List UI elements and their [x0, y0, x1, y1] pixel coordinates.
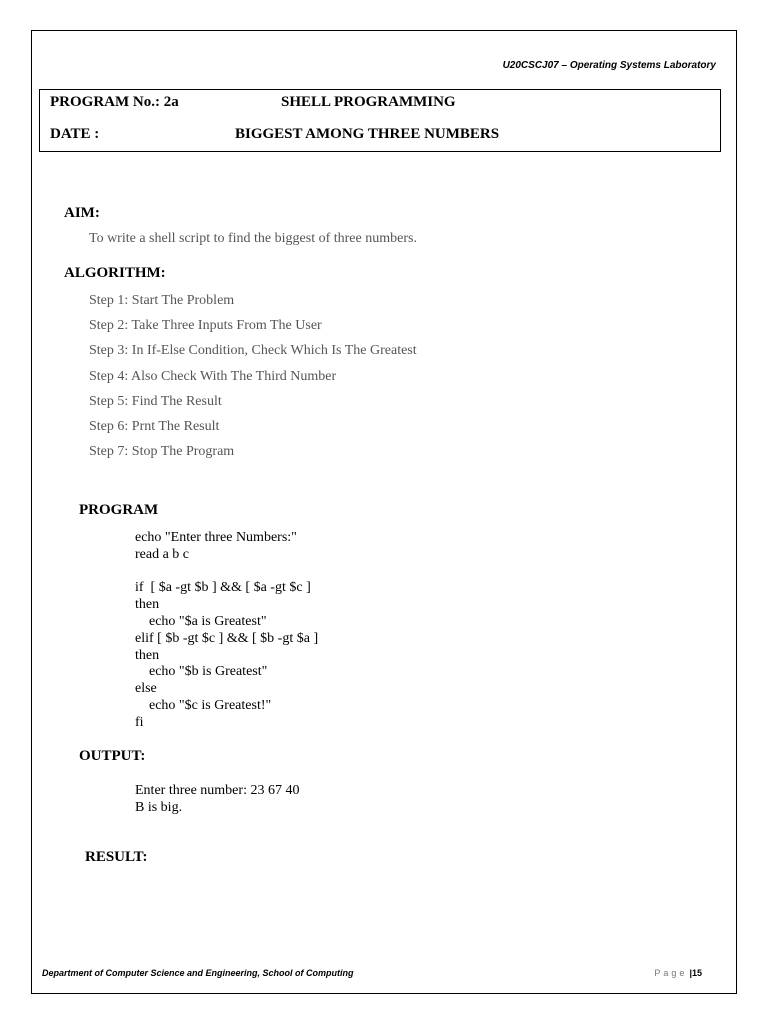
program-subtitle: BIGGEST AMONG THREE NUMBERS [235, 126, 500, 142]
algorithm-step: Step 4: Also Check With The Third Number [89, 368, 337, 384]
page-number: 15 [691, 968, 702, 978]
result-heading: RESULT: [85, 849, 148, 865]
algorithm-step: Step 5: Find The Result [89, 393, 222, 409]
program-code: echo "Enter three Numbers:" read a b c if [ $a -gt $b ] && [ $a -gt $c ] then echo "$a is Greatest" elif [ $b -gt $c ] && [ $b -gt $a ] then echo "$b is Greatest" else echo "$c is Greatest!" fi [135, 530, 319, 730]
page-separator: | [689, 968, 692, 978]
algorithm-step: Step 7: Stop The Program [89, 444, 235, 460]
output-heading: OUTPUT: [79, 748, 146, 764]
aim-text: To write a shell script to find the biggest of three numbers. [89, 231, 417, 246]
algorithm-step: Step 2: Take Three Inputs From The User [89, 318, 322, 334]
footer-page [654, 968, 702, 978]
program-title: SHELL PROGRAMMING [281, 94, 456, 110]
date-label: DATE : [50, 126, 100, 142]
algorithm-step: Step 3: In If-Else Condition, Check Which Is The Greatest [89, 343, 417, 359]
algorithm-step: Step 6: Prnt The Result [89, 418, 220, 434]
program-number: PROGRAM No.: 2a [50, 94, 179, 110]
algorithm-heading: ALGORITHM: [64, 265, 166, 281]
page-label: Page [654, 968, 688, 978]
program-heading: PROGRAM [79, 502, 159, 518]
aim-heading: AIM: [64, 205, 100, 221]
course-header: U20CSCJ07 – Operating Systems Laboratory [502, 60, 716, 71]
algorithm-steps [89, 292, 417, 468]
title-box [39, 89, 721, 152]
footer-department: Department of Computer Science and Engineering, School of Computing [42, 968, 354, 978]
output-text: Enter three number: 23 67 40 B is big. [135, 783, 300, 815]
algorithm-step: Step 1: Start The Problem [89, 293, 235, 308]
